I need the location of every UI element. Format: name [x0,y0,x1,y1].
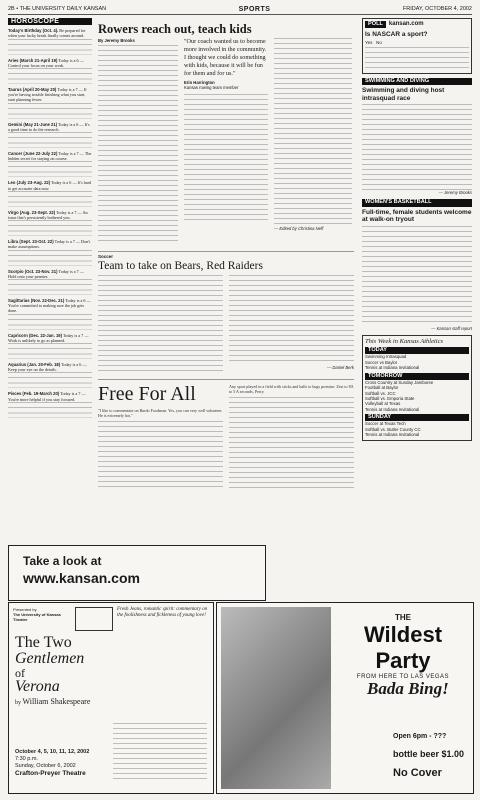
poll-text [365,47,469,71]
horoscope-entry [8,151,92,177]
column-quote2: Any sport played in a field with sticks and balls to hugs promise. Zest to 8A to 5 A seconds, Perry. [229,384,354,395]
horoscope-text: Today is a 7 — You're more helpful if you stay focused. [8,391,86,402]
theatre-author-by: by [15,700,21,706]
theatre-logo [75,607,113,631]
horoscope-text-lines [8,279,92,295]
masthead [8,4,472,15]
horoscope-column [8,18,92,542]
schedule-item: Tennis at Indiana Invitational [365,406,420,412]
horoscope-text-lines [8,68,92,84]
column-quote1: "I like to commentate on Bardo Foodman. Yes, you can very well volunteer. He is extremely hot." [98,408,223,419]
kansan-ad-url[interactable]: www.kansan.com [23,570,140,586]
horoscope-sign: Aquarius (Jan. 20-Feb. 18) [8,362,61,368]
horoscope-text: Be prepared for when your lucky break finally comes around. [8,28,86,39]
theatre-fineprint [113,723,207,783]
horoscope-text: Today is a 7 — Don't make assumptions. [8,239,91,250]
basketball-signature: — Kansan staff report [431,325,472,331]
sunday-bar: SUNDAY [365,414,469,421]
story2-text-col2 [229,275,354,365]
horoscope-entry [8,87,92,119]
theatre-blurb: Fresh Jeans, romantic spirit: commentary on the foolishness and fickleness of young love! [117,607,208,618]
horoscope-text: Today is a 7 — An issue that's persistently bothered you. [8,209,88,221]
column-text-col2 [229,397,354,489]
horoscope-sign: Capricorn (Dec. 22-Jan. 19) [8,332,62,338]
story1-text-col3 [274,38,352,224]
schedule-item: Softball vs. JCC [365,390,396,396]
theatre-title1: The Two [15,634,72,651]
theatre-presenter: Presented by [13,607,37,612]
horoscope-text: Today is a 6 — Control your focus on your work. [8,57,84,68]
schedule-item: Swimming Intrasquad [365,354,407,360]
story1-text-col1 [98,45,178,245]
column-text-col1 [98,421,223,491]
story1-pullquote: "Our coach wanted us to become more involved in the community. I thought we could do something with kids, because it will be fun for them and for us." [184,38,267,77]
poll-yes-option[interactable]: Yes [365,40,373,45]
horoscope-sign: Libra (Sept. 23-Oct. 22) [8,239,54,245]
masthead-date: FRIDAY, OCTOBER 4, 2002 [402,6,472,12]
horoscope-entry [8,122,92,148]
schedule-item: Tennis at Indiana Invitational [365,432,420,438]
horoscope-text-lines [8,220,92,236]
wildest-title: Wildest Party [363,622,443,673]
horoscope-text: Today is a 7 — The hidden secret for staying on course. [8,151,92,162]
poll-question: Is NASCAR a sport? [365,30,428,38]
story2-text-col1 [98,275,223,375]
schedule-item: Soccer vs Baylor [365,359,398,365]
horoscope-sign: Leo (July 23-Aug. 22) [8,180,51,186]
theatre-ad [8,602,214,794]
swim-section-bar: SWIMMING AND DIVING [362,78,472,85]
tomorrow-bar: TOMORROW [365,373,469,380]
theatre-time: 7:30 p.m. [15,756,38,762]
horoscope-text-lines [8,402,92,418]
sunday-list [365,421,469,437]
horoscope-sign: Sagittarius (Nov. 22-Dec. 21) [8,298,65,304]
horoscope-title: HOROSCOPE [8,18,92,25]
poll-label: POLL [365,21,386,28]
theatre-venue: Crafton-Preyer Theatre [15,770,86,777]
wildest-price: bottle beer $1.00 [393,749,465,759]
horoscope-text-lines [8,343,92,359]
horoscope-text-lines [8,191,92,207]
theatre-matinee: Sunday, October 6, 2002 [15,763,76,769]
quote-author: Erin Harrington [184,80,215,85]
horoscope-sign: Gemini (May 21-June 21) [8,121,58,127]
poll-box [362,18,472,74]
horoscope-list [8,28,92,418]
basketball-headline: Full-time, female students welcome at walk-on tryout [362,208,472,224]
kansan-ad[interactable] [8,545,266,601]
wildest-cover: No Cover [393,767,442,779]
story1-credit: — Edited by Christina Neff [274,226,324,231]
wildest-party-ad [216,602,474,794]
horoscope-entry [8,391,92,417]
horoscope-text-lines [8,39,92,55]
schedule-item: Cross Country at Sunday Jamboree [365,379,434,385]
poll-no-option[interactable]: No [376,40,382,45]
basketball-text [362,226,472,326]
horoscope-entry [8,333,92,359]
schedule-item: Softball vs. Emporia State [365,395,415,401]
horoscope-sign: Aries (March 21-April 19) [8,57,58,63]
story2-signature: — Daniel Berk [327,365,354,370]
horoscope-text-lines [8,372,92,388]
horoscope-entry [8,362,92,388]
schedule-item: Tennis at Indiana Invitational [365,365,420,371]
story2-kicker: Soccer [98,254,114,259]
poll-site: kansan.com [388,21,424,27]
right-rail [362,18,472,542]
horoscope-text: Today is a 6 — Keep your eye on the details. [8,362,87,373]
schedule-item: Softball vs. Butler County CC [365,426,421,432]
today-bar: TODAY [365,347,469,354]
this-week-box [362,335,472,441]
theatre-title3: of [15,666,25,680]
main-stories [98,18,354,542]
promo-photo [221,607,331,789]
schedule-item: Volleyball at Texas [365,401,401,407]
horoscope-entry [8,269,92,295]
masthead-left: 2B • THE UNIVERSITY DAILY KANSAN [8,6,107,12]
horoscope-text-lines [8,132,92,148]
kansan-ad-line1: Take a look at [23,554,102,568]
swim-signature: — Jeremy Brooks [438,190,472,196]
horoscope-text: Today is a 7 — If you're having trouble finishing what you start, start planning fewer. [8,87,87,103]
column-headline: Free For All [98,383,196,405]
horoscope-text: Today is a 7 — Hold onto your pennies. [8,268,85,279]
theatre-org: The University of Kansas Theatre [13,612,61,622]
schedule-item: Soccer at Texas Tech [365,421,406,427]
bada-bing-logo: Bada Bing! [367,679,449,698]
horoscope-text: Today is a 6 — You're committed to making sure the job gets done. [8,298,91,314]
horoscope-sign: Scorpio (Oct. 23-Nov. 21) [8,268,58,274]
schedule-item: Football at Baylor [365,385,399,391]
horoscope-entry [8,28,92,54]
horoscope-sign: Taurus (April 20-May 20) [8,87,57,93]
story1-text-col2 [184,94,268,220]
horoscope-entry [8,298,92,330]
basketball-section-bar: WOMEN'S BASKETBALL [362,199,472,206]
tomorrow-list [365,380,469,412]
theatre-title2: Gentlemen [15,650,85,667]
horoscope-entry [8,210,92,236]
horoscope-sign: Virgo (Aug. 23-Sept. 22) [8,209,56,215]
horoscope-text: Today is a 6 — It's a good time to do the research. [8,121,90,132]
masthead-section: SPORTS [238,5,271,13]
theatre-title4: Verona [15,678,60,695]
horoscope-text: Today is a 6 — It's hard to get accurate data now. [8,180,92,191]
horoscope-entry [8,58,92,84]
wildest-hours: Open 6pm - ??? [393,733,447,740]
horoscope-sign: Today's Birthday (Oct. 4). [8,28,59,34]
horoscope-entry [8,180,92,206]
today-list [365,354,469,370]
wildest-the: THE [395,613,411,622]
theatre-dates: October 4, 5, 10, 11, 12, 2002 [15,749,90,755]
quote-role: Kansas rowing team member [184,85,239,90]
horoscope-text: Today is a 7 — Work is unlikely to go as planned. [8,332,89,343]
theatre-author: William Shakespeare [22,697,91,706]
horoscope-text-lines [8,161,92,177]
wildest-subtitle: FROM HERE TO LAS VEGAS [356,674,450,680]
story2-headline: Team to take on Bears, Red Raiders [98,260,263,272]
story1-byline: By Jeremy Brooks [98,38,135,43]
story1-headline: Rowers reach out, teach kids [98,22,252,36]
horoscope-text-lines [8,250,92,266]
horoscope-entry [8,239,92,265]
horoscope-text-lines [8,314,92,330]
horoscope-sign: Pisces (Feb. 19-March 20) [8,391,60,397]
horoscope-text-lines [8,103,92,119]
swim-text [362,104,472,190]
this-week-title: This Week in Kansas Athletics [365,337,443,345]
swim-headline: Swimming and diving host intrasquad race [362,87,445,102]
horoscope-sign: Cancer (June 22-July 22) [8,151,58,157]
